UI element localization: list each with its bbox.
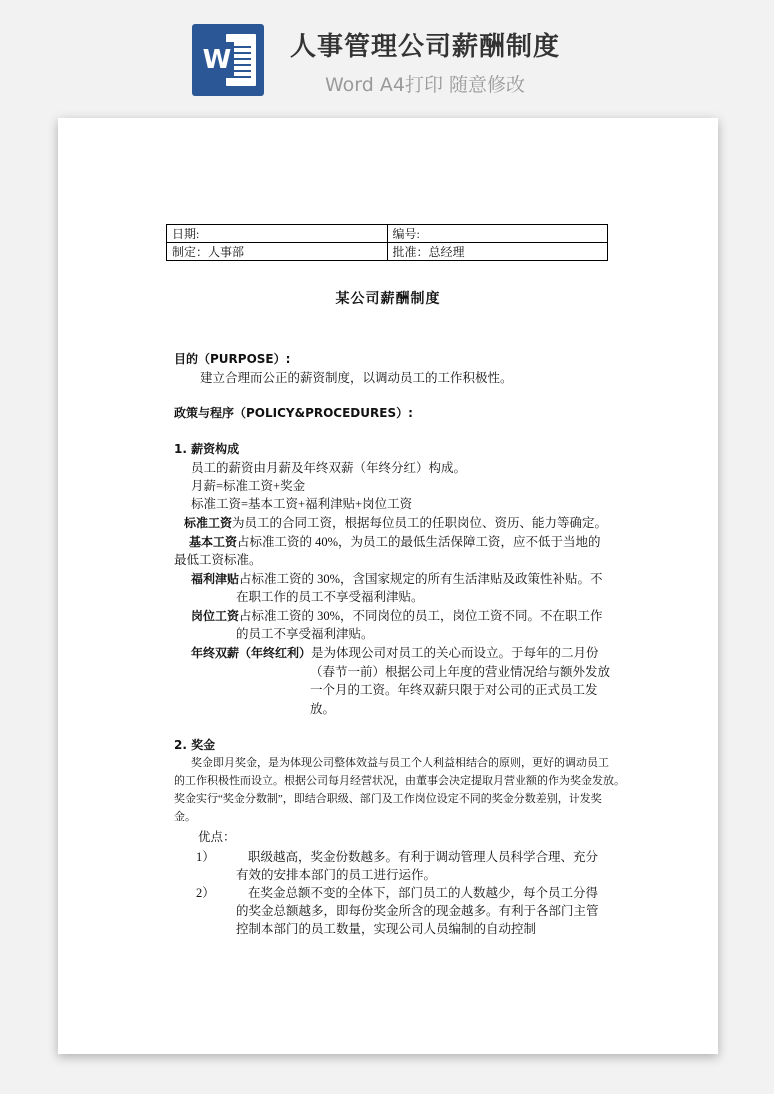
document-title: 某公司薪酬制度: [335, 291, 441, 307]
number-cell: 编号:: [387, 225, 608, 243]
advantage-2-number: 2）: [196, 886, 215, 900]
standard-salary-term: 标准工资: [184, 516, 233, 530]
template-banner: [0, 0, 774, 118]
date-cell: 日期:: [167, 225, 388, 243]
year-end-bonus-cont-2: 一个月的工资。年终双薪只限于对公司的正式员工发: [310, 683, 598, 697]
welfare-allowance-cont: 在职工作的员工不享受福利津贴。: [236, 590, 424, 604]
policy-heading: 政策与程序（POLICY&PROCEDURES）:: [174, 406, 413, 420]
advantage-1-line-2: 有效的安排本部门的员工进行运作。: [236, 868, 437, 882]
standard-salary-definition: [184, 514, 607, 532]
salary-composition-text: 员工的薪资由月薪及年终双薪（年终分红）构成。: [191, 461, 467, 475]
year-end-bonus-text: 是为体现公司对员工的关心而设立。于每年的二月份: [311, 646, 599, 660]
banner-subtitle: Word A4打印 随意修改: [325, 74, 526, 96]
basic-salary-text: 占标准工资的 40%，为员工的最低生活保障工资，应不低于当地的: [237, 535, 601, 549]
purpose-text: 建立合理而公正的薪资制度，以调动员工的工作积极性。: [200, 371, 513, 385]
advantage-2-line-2: 的奖金总额越多，即每份奖金所含的现金越多。有利于各部门主管: [236, 904, 599, 918]
advantage-2-line-3: 控制本部门的员工数量，实现公司人员编制的自动控制: [236, 922, 537, 936]
year-end-bonus-definition: [191, 644, 599, 662]
bonus-para-line-3: 奖金实行“奖金分数制”，即结合职级、部门及工作岗位设定不同的奖金分数差别，计发奖: [174, 793, 602, 805]
year-end-bonus-cont-3: 放。: [310, 702, 336, 716]
welfare-allowance-term: 福利津贴: [191, 572, 240, 586]
bonus-para-line-4: 金。: [174, 811, 196, 823]
advantage-1-number: 1）: [196, 850, 215, 864]
standard-salary-formula: 标准工资=基本工资+福利津贴+岗位工资: [191, 497, 413, 511]
monthly-salary-formula: 月薪=标准工资+奖金: [191, 479, 306, 493]
purpose-heading: 目的（PURPOSE）:: [174, 352, 291, 366]
advantage-1-line-1: 职级越高，奖金份数越多。有利于调动管理人员科学合理、充分: [248, 850, 599, 864]
document-page: [58, 118, 718, 1054]
welfare-allowance-definition: [191, 570, 603, 588]
word-document-icon: [192, 24, 264, 96]
banner-title: 人事管理公司薪酬制度: [290, 32, 561, 62]
year-end-bonus-cont-1: （春节一前）根据公司上年度的营业情况给与额外发放: [310, 665, 611, 679]
basic-salary-term: 基本工资: [189, 535, 238, 549]
document-meta-table: [166, 224, 608, 261]
year-end-bonus-term: 年终双薪（年终红利）: [191, 646, 312, 660]
post-salary-definition: [191, 607, 603, 625]
welfare-allowance-text: 占标准工资的 30%，含国家规定的所有生活津贴及政策性补贴。不: [239, 572, 603, 586]
bonus-para-line-2: 的工作积极性而设立。根据公司每月经营状况，由董事会决定提取月营业额的作为奖金发放。: [174, 775, 625, 787]
standard-salary-text: 为员工的合同工资，根据每位员工的任职岗位、资历、能力等确定。: [232, 516, 608, 530]
bonus-para-line-1: 奖金即月奖金，是为体现公司整体效益与员工个人利益相结合的原则，更好的调动员工: [191, 757, 609, 769]
post-salary-term: 岗位工资: [191, 609, 240, 623]
approved-by-cell: 批准：总经理: [387, 243, 608, 261]
post-salary-cont: 的员工不享受福利津贴。: [236, 627, 374, 641]
word-icon-letter: W: [200, 42, 234, 78]
basic-salary-cont: 最低工资标准。: [174, 553, 262, 567]
drafted-by-cell: 制定：人事部: [167, 243, 388, 261]
section1-heading: 1. 薪资构成: [174, 442, 240, 456]
basic-salary-definition: [189, 533, 601, 551]
post-salary-text: 占标准工资的 30%，不同岗位的员工，岗位工资不同。不在职工作: [239, 609, 603, 623]
section2-heading: 2. 奖金: [174, 738, 216, 752]
advantages-label: 优点：: [198, 830, 236, 844]
advantage-2-line-1: 在奖金总额不变的全体下，部门员工的人数越少，每个员工分得: [248, 886, 599, 900]
